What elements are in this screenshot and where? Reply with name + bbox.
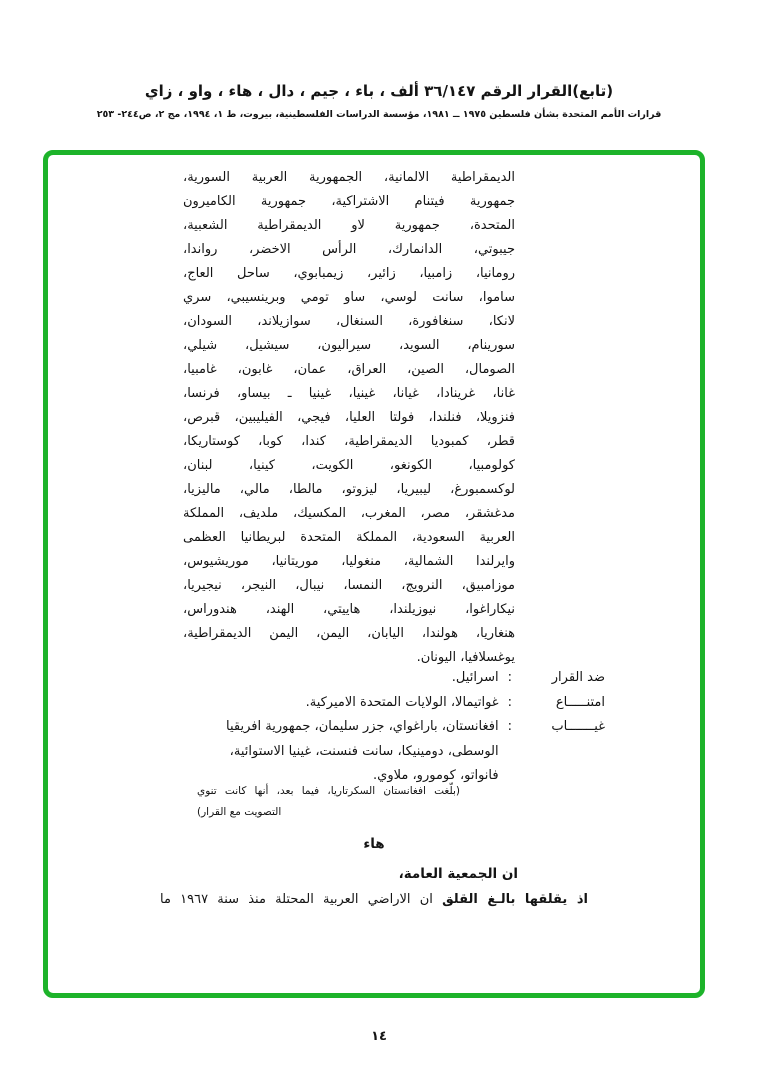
- vote-against-label: ضد القرار: [551, 670, 605, 685]
- countries-line: ساموا، سانت لوسي، ساو تومي وبرينسيبي، سري: [183, 290, 515, 305]
- vote-row-against: [178, 666, 605, 691]
- countries-line: فنزويلا، فنلندا، فولتا العليا، فيجي، الفيليبين، قبرص،: [183, 410, 515, 425]
- countries-line: العربية السعودية، المملكة المتحدة لبريطانيا العظمى: [183, 530, 515, 545]
- vote-abstain-value: [178, 691, 499, 716]
- colon-separator: :: [507, 694, 512, 710]
- colon-separator: :: [507, 670, 512, 685]
- countries-line: الديمقراطية الالمانية، الجمهورية العربية السورية،: [183, 170, 515, 185]
- vote-absent-value: [178, 715, 499, 789]
- secretariat-note-line: التصويت مع القرار): [197, 806, 282, 818]
- section-letter: هاء: [363, 836, 385, 852]
- vote-value-line: فانواتو، كومورو، ملاوي.: [373, 768, 499, 783]
- assembly-lead-line: ان الجمعية العامة،: [398, 866, 518, 882]
- vote-value-line: اسرائيل.: [451, 670, 499, 685]
- colon-separator: :: [507, 719, 512, 734]
- vote-value-line: غواتيمالا، الولايات المتحدة الاميركية.: [305, 694, 499, 710]
- vote-row-absent: [178, 715, 605, 789]
- countries-for-list: [183, 166, 515, 670]
- secretariat-note: [197, 781, 460, 823]
- countries-line: موزامبيق، النرويج، النمسا، نيبال، النيجر، نيجيريا،: [183, 578, 515, 593]
- vote-value-line: الوسطى، دومينيكا، سانت فنسنت، غينيا الاستوائية،: [229, 743, 499, 759]
- vote-results: [178, 666, 605, 789]
- countries-line: قطر، كمبوديا الديمقراطية، كندا، كوبا، كوستاريكا،: [183, 434, 515, 449]
- vote-row-abstain: [178, 691, 605, 716]
- source-citation: قرارات الأمم المتحدة بشأن فلسطين ١٩٧٥ ــ ١٩٨١، مؤسسة الدراسات الفلسطينية، بيروت، ط ١، ١٩٩٤، مج ٢، ص٢٤٤- ٢٥٣: [96, 109, 662, 120]
- countries-line: كولومبيا، الكونغو، الكويت، كينيا، لبنان،: [183, 458, 515, 473]
- countries-line: لوكسمبورغ، ليبيريا، ليزوتو، مالطا، مالي، ماليزيا،: [183, 482, 515, 497]
- resolution-title: (تابع)القرار الرقم ٣٦/١٤٧ ألف ، باء ، جيم ، دال ، هاء ، واو ، زاي: [144, 82, 614, 100]
- vote-value-line: افغانستان، باراغواي، جزر سليمان، جمهورية افريقيا: [226, 719, 499, 734]
- page-number: ١٤: [371, 1029, 387, 1044]
- countries-line: نيكاراغوا، نيوزيلندا، هاييتي، الهند، هندوراس،: [183, 602, 515, 617]
- vote-abstain-label: امتنـــــاع: [555, 694, 605, 710]
- clause-rest-part: ان الاراضي العربية المحتلة منذ سنة ١٩٦٧ ما: [160, 892, 443, 907]
- countries-line: هنغاريا، هولندا، اليابان، اليمن، اليمن الديمقراطية،: [183, 626, 515, 641]
- countries-line: غانا، غرينادا، غيانا، غينيا، غينيا ـ بيساو، فرنسا،: [183, 386, 515, 401]
- countries-line: جمهورية فيتنام الاشتراكية، جمهورية الكاميرون: [183, 194, 515, 209]
- secretariat-note-line: (بلّغت افغانستان السكرتاريا، فيما بعد، أنها كانت تنوي: [197, 785, 460, 797]
- countries-line: الصومال، الصين، العراق، عمان، غابون، غامبيا،: [183, 362, 515, 377]
- countries-line: رومانيا، زامبيا، زائير، زيمبابوي، ساحل العاج،: [183, 266, 515, 281]
- countries-line: وايرلندا الشمالية، منغوليا، موريتانيا، موريشيوس،: [183, 554, 515, 569]
- countries-line: جيبوتي، الدانمارك، الرأس الاخضر، رواندا،: [183, 242, 515, 257]
- countries-line: لانكا، سنغافورة، السنغال، سوازيلاند، السودان،: [183, 314, 515, 329]
- vote-absent-label: غيـــــــاب: [551, 719, 605, 734]
- clause-line: [160, 888, 588, 912]
- countries-line: سورينام، السويد، سيراليون، سيشيل، شيلي،: [183, 338, 515, 353]
- vote-against-value: [178, 666, 499, 691]
- countries-line: مدغشقر، مصر، المغرب، المكسيك، ملديف، المملكة: [183, 506, 515, 521]
- countries-line: يوغسلافيا، اليونان.: [416, 650, 515, 665]
- countries-line: المتحدة، جمهورية لاو الديمقراطية الشعبية،: [183, 218, 515, 233]
- clause-bold-part: اذ يقلقها بالـغ القلق: [442, 892, 588, 907]
